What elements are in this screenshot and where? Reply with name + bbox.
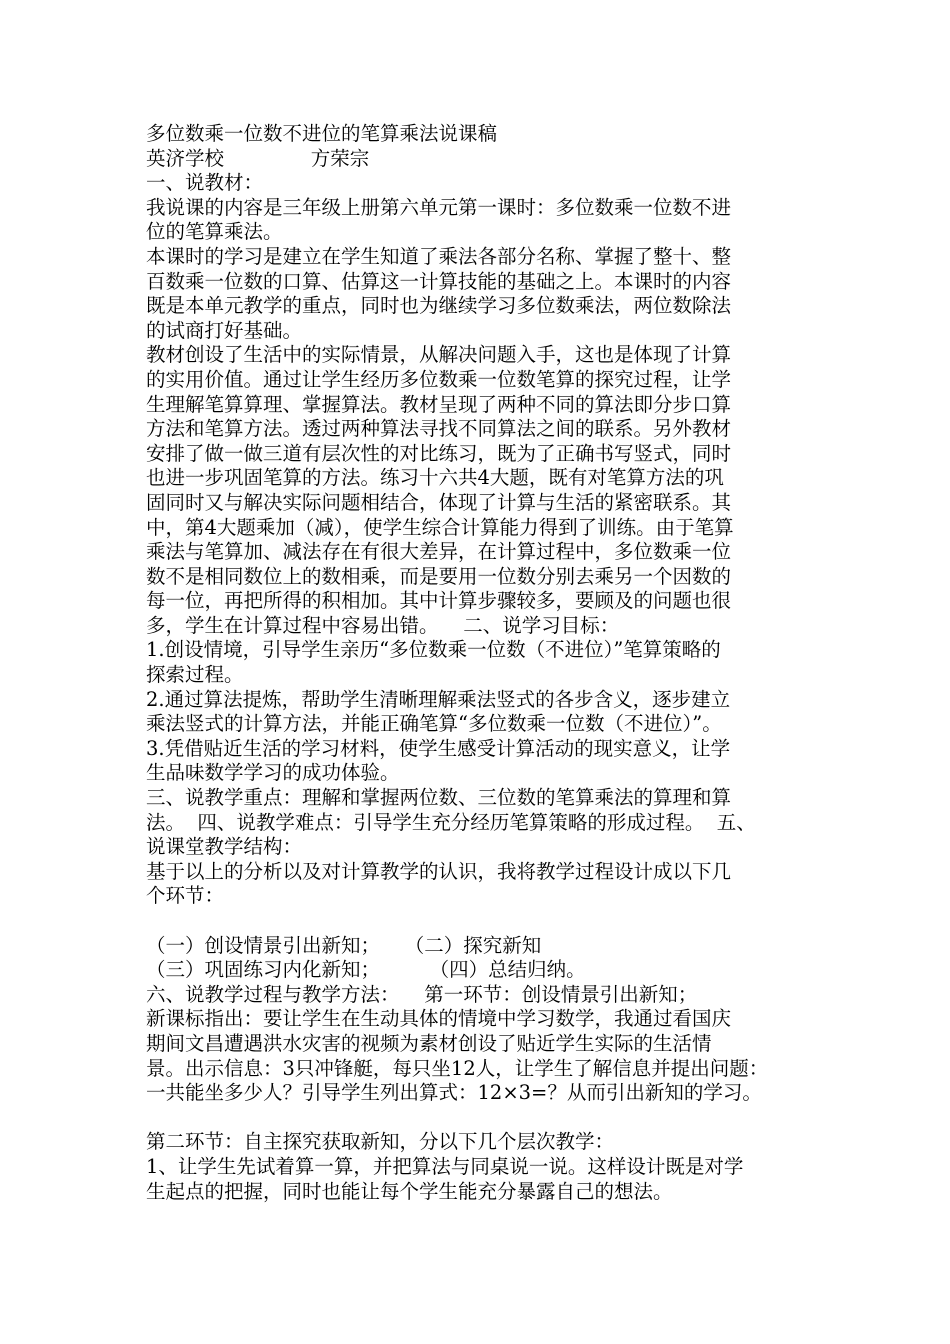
text-line: 新课标指出：要让学生在生动具体的情境中学习数学，我通过看国庆 bbox=[146, 1007, 732, 1031]
text-line: 生理解笔算算理、掌握算法。教材呈现了两种不同的算法即分步口算 bbox=[146, 392, 732, 416]
text-line: 位的笔算乘法。 bbox=[146, 220, 283, 244]
text-line: 探索过程。 bbox=[146, 663, 244, 687]
text-line: （三）巩固练习内化新知； （四）总结归纳。 bbox=[146, 958, 586, 982]
text-line: 中，第4大题乘加（减），使学生综合计算能力得到了训练。由于笔算 bbox=[146, 515, 734, 539]
blank-line bbox=[146, 1106, 826, 1131]
text-line: 六、说教学过程与教学方法： 第一环节：创设情景引出新知； bbox=[146, 982, 698, 1006]
text-line: 我说课的内容是三年级上册第六单元第一课时：多位数乘一位数不进 bbox=[146, 195, 732, 219]
text-line: 乘法竖式的计算方法，并能正确笔算“多位数乘一位数（不进位）”。 bbox=[146, 712, 722, 736]
text-line: 数不是相同数位上的数相乘，而是要用一位数分别去乘另一个因数的 bbox=[146, 564, 732, 588]
text-line: 第二环节：自主探究获取新知，分以下几个层次教学： bbox=[146, 1130, 615, 1154]
text-line: 生品味数学学习的成功体验。 bbox=[146, 761, 400, 785]
text-line: 的试商打好基础。 bbox=[146, 318, 303, 342]
text-line: 也进一步巩固笔算的方法。练习十六共4大题，既有对笔算方法的巩 bbox=[146, 466, 724, 490]
text-line: 基于以上的分析以及对计算教学的认识，我将教学过程设计成以下几 bbox=[146, 859, 732, 883]
text-line: 方法和笔算方法。透过两种算法寻找不同算法之间的联系。另外教材 bbox=[146, 417, 732, 441]
text-line: 期间文昌遭遇洪水灾害的视频为素材创设了贴近学生实际的生活情 bbox=[146, 1031, 712, 1055]
text-line: 2.通过算法提炼，帮助学生清晰理解乘法竖式的各步含义，逐步建立 bbox=[146, 687, 731, 711]
text-line: 本课时的学习是建立在学生知道了乘法各部分名称、掌握了整十、整 bbox=[146, 244, 732, 268]
text-line: 教材创设了生活中的实际情景，从解决问题入手，这也是体现了计算 bbox=[146, 343, 732, 367]
text-line: 说课堂教学结构： bbox=[146, 835, 303, 859]
document-body bbox=[146, 122, 826, 1204]
document-title: 多位数乘一位数不进位的笔算乘法说课稿 bbox=[146, 122, 498, 145]
text-line: 生起点的把握，同时也能让每个学生能充分暴露自己的想法。 bbox=[146, 1179, 673, 1203]
text-line: 三、说教学重点：理解和掌握两位数、三位数的笔算乘法的算理和算 bbox=[146, 786, 732, 810]
text-line: 每一位，再把所得的积相加。其中计算步骤较多，要顾及的问题也很 bbox=[146, 589, 732, 613]
text-line: 百数乘一位数的口算、估算这一计算技能的基础之上。本课时的内容 bbox=[146, 269, 732, 293]
blank-line bbox=[146, 909, 826, 934]
text-line: （一）创设情景引出新知； （二）探究新知 bbox=[146, 933, 542, 957]
text-line: 一共能坐多少人？引导学生列出算式：12×3=？从而引出新知的学习。 bbox=[146, 1081, 762, 1105]
text-line: 3.凭借贴近生活的学习材料，使学生感受计算活动的现实意义，让学 bbox=[146, 736, 731, 760]
text-line: 的实用价值。通过让学生经历多位数乘一位数笔算的探究过程，让学 bbox=[146, 367, 732, 391]
text-line: 安排了做一做三道有层次性的对比练习，既为了正确书写竖式，同时 bbox=[146, 441, 732, 465]
text-line: 1、让学生先试着算一算，并把算法与同桌说一说。这样设计既是对学 bbox=[146, 1154, 744, 1178]
text-line: 乘法与笔算加、减法存在有很大差异，在计算过程中，多位数乘一位 bbox=[146, 540, 732, 564]
text-line: 一、说教材： bbox=[146, 171, 264, 195]
text-line: 景。出示信息：3只冲锋艇，每只坐12人，让学生了解信息并提出问题： bbox=[146, 1056, 769, 1080]
text-line: 法。 四、说教学难点：引导学生充分经历笔算策略的形成过程。 五、 bbox=[146, 810, 756, 834]
text-line: 既是本单元教学的重点，同时也为继续学习多位数乘法，两位数除法 bbox=[146, 294, 732, 318]
text-line: 固同时又与解决实际问题相结合，体现了计算与生活的紧密联系。其 bbox=[146, 490, 732, 514]
text-line: 多，学生在计算过程中容易出错。 二、说学习目标： bbox=[146, 613, 620, 637]
text-line: 英济学校 方荣宗 bbox=[146, 146, 370, 170]
text-line: 个环节： bbox=[146, 884, 225, 908]
text-line: 1.创设情境，引导学生亲历“多位数乘一位数（不进位）”笔算策略的 bbox=[146, 638, 721, 662]
